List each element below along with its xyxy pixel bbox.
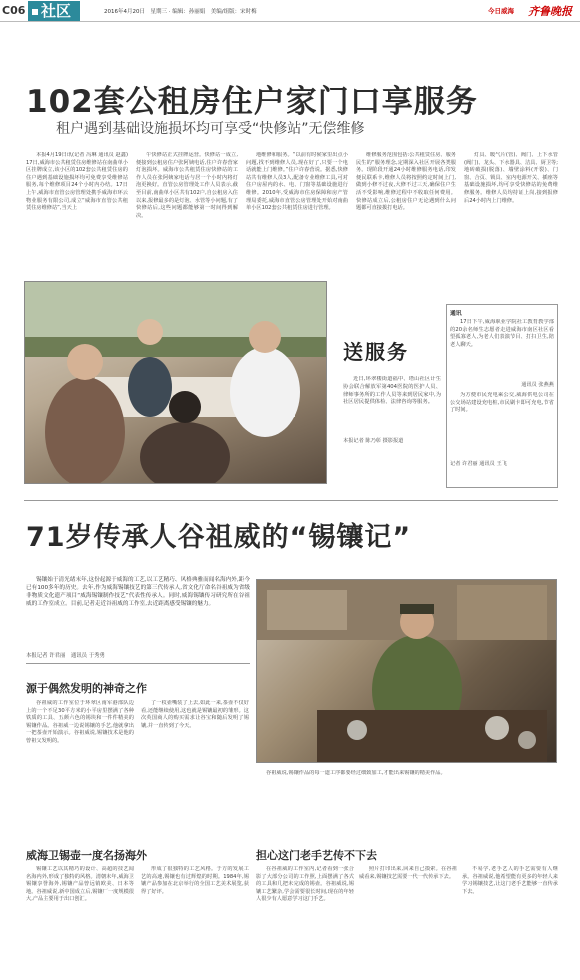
origin-text-1: 谷祖威的工作室位于环翠区南军港部队边上的一个不足30平方米的小平房里摆满了各种铁质的工具、五颜六色的锡块和一件件精美的锡镶作品。谷祖威一边说锡镶的手艺,他就拿出一把茶壶开始演示。谷祖威说,锡镶技术是他的曾祖父发明的。 [26,700,134,744]
square-icon [32,9,38,15]
photo-caption: 谷祖威说,锡镶作品的每一道工序都要经过细致加工,才能出来锡镶的精美作品。 [266,770,446,776]
article-column-3: 地维修和服务。“以前有时候家里出点小问题,找不到维修人员,现在好了,只要一个电话就能上门维修。”住户许春营说。据悉,快修站共有维修人员3人,配备专业维修工具,可对住户房屋内的水、电、门窗等基础设施进行维修。2010年,受威海市住房保障和房产管理局委托,威海市直管公房管理处开始对南曲单小区102套公共租赁住房进行管理。 [246,152,348,212]
heritage-text-1: 在谷祖威的工作室内,记者看到一张合影了大部分公司的工作照,上面摆满了各式的工具和几把未完成的锡壶。谷祖威说,锡镶工艺繁杂,学会需要很长时间,现在的年轻人很少有人愿意学习这门手艺。 [256,866,354,903]
overseas-text-2: 形成了很独特的工艺风格。于方的发展工艺的高速,锡镶也有过辉煌的时期。1984年,锡镶产品参加在北京举行的全国工艺美术展览,获得了好评。 [141,866,249,895]
divider [26,663,250,664]
craftsman-photo [256,579,557,763]
origin-text-2: 了一枚壶嘴装了上去,如此一来,茶壶不仅好看,还能继续使用,这也就是锡镶最初的雏形。这次英国商人的购买需求让谷宝和随后发明了锡镶,并一直传到了今天。 [141,700,249,729]
paper-logo: 齐鲁晚报 [528,5,572,18]
section-label [28,1,80,21]
brief-text-2: 为方便市民充电乘公交,威海供电公司在公交场站建设充电桩,市民刷卡即可充电,节省了时间。 [450,392,554,414]
heritage-text-2: 照片打印出来,回来自己摸索。在谷祖威看来,锡镶技艺需要一代一代传承下去。 [359,866,457,880]
article2-byline: 本报记者 许君丽 通讯员 于秀勇 [26,653,105,659]
article-subheadline: 租户遇到基础设施损坏均可享受“快修站”无偿维修 [56,121,365,137]
article2-lead: 锡镶始于清光绪末年,这份起源于威海的工艺,以工艺精巧、风格典雅而闻名海内外,距今已有100多年的历史。去年,作为威海锡镶技艺的第三代传承人,省文化厅命名谷祖威为省级非物质文化遗产项目“威海锡镶制作技艺”代表性传承人。同时,威海锡镶传习研究所在谷祖威的工作室成立。目前,记者走近谷祖威的工作室,去近距离感受锡镶的魅力。 [26,577,250,607]
section-heading-overseas: 威海卫锡壶一度名扬海外 [26,849,147,862]
brief-byline-2: 记者 许君丽 通讯员 王飞 [450,461,507,467]
brief-byline-1: 通讯员 张燕燕 [521,382,554,388]
article-column-5: 灯具、暖气片(管)、阀门、上下水管(阀门)、龙头、下水器具、洁具、厨卫等;地砖破损(脱落)、墙壁涂料(开裂)、门窗、合页、锁具、室内电源开关、插座等基础设施损坏,均可享受快修站的免费维修服务。维修人员均持证上岗,接到报修后24小时内上门维修。 [464,152,558,204]
article2-headline: 71岁传承人谷祖威的“锡镶记” [26,522,412,553]
service-text: 近日,环翠楼街道福中、塔山社区计生协会联合解放军第404医院的医护人员、律师事务所的工作人员等来到居民家中,为社区居民提供体检、法律咨询等服务。 [343,376,441,406]
divider [24,500,558,501]
article-column-4: 维修服务范围包括:公共租赁住房、服务民生的“服务理念,定期深入社区开展各类服务。现阶段开通24小时维修服务电话,印发便民联系卡,维修人员将按照约定时间上门,做到小修不过夜,大修不过三天,确保住户生活不受影响,维修过程中不收取任何费用。快修站成立后,公租房住户无论遇到什么问题都可直接拨打电话。 [356,152,456,212]
service-byline: 本报记者 陈乃彰 摄影报道 [343,438,404,444]
brief-text-1: 17日下午,威海职业学院社工教育教学部的20余名师生志愿者走进威海市南区社区看望孤寡老人,为老人们表演节目、打扫卫生,陪老人聊天。 [450,319,554,348]
service-photo [24,281,327,484]
article-column-1: 本报4月19日讯(记者 冯琳 通讯员 赵鑫) 17日,威海市公共租赁住房维修站在南曲单小区挂牌成立,该小区的102套公共租赁住房的住户遇到基础设施损坏均可免费享受维修站服务,每个维修项目24个小时内办结。17日上午,威海市直管公房管理处携手威海市环云物业服务有限公司,成立“威海市直管公共租赁住房维修站”,当天上 [26,152,128,212]
photo-scene-1 [25,282,327,484]
service-title: 送服务 [343,340,409,364]
brief-title: 通讯 [450,311,462,317]
article-headline: 102套公租房住户家门口享服务 [26,84,478,120]
section-name: 社区 [41,2,72,20]
photo-scene-2 [257,580,557,763]
page-number: C06 [2,4,26,17]
heritage-text-3: 不易学,老手艺人的手艺需要有人继承。谷祖威说,他希望能有更多的年轻人来学习锡镶技艺,让这门老手艺能够一直传承下去。 [462,866,558,895]
section-heading-origin: 源于偶然发明的神奇之作 [26,682,147,695]
news-brief-box [446,304,558,488]
section-heading-heritage: 担心这门老手艺传不下去 [256,849,377,862]
article-column-2: 午快修站正式挂牌运营。快修站一成立,便接到公租房住户张阿姨电话,住户许春营家灯泡损坏。威海市公共租赁住房快修站的工作人员在张阿姨家电话与居一个小时内将灯泡更换好。直管公房管理处工作人员表示,截至目前,南曲单小区共有102户,自公租房入住以来,报修最多的是灯泡、水管等小问题,有了快修站后,这些问题都能够第一时间得到解决。 [136,152,238,219]
overseas-text-1: 锡镶工艺以其精巧的设计、高超的技艺闻名海内外,形成了独特的风格。清朝末年,威海卫锡镶享誉海外,锡镶产品曾远销欧美、日本等地。谷祖威说,新中国成立后,锡镶厂一度规模很大,产品主要用于出口创汇。 [26,866,134,903]
paper-logo-small: 今日威海 [488,7,514,15]
issue-meta: 2016年4月20日 星期三 · 编辑：孙丽娟 美编/组版：宋时梅 [104,9,257,15]
